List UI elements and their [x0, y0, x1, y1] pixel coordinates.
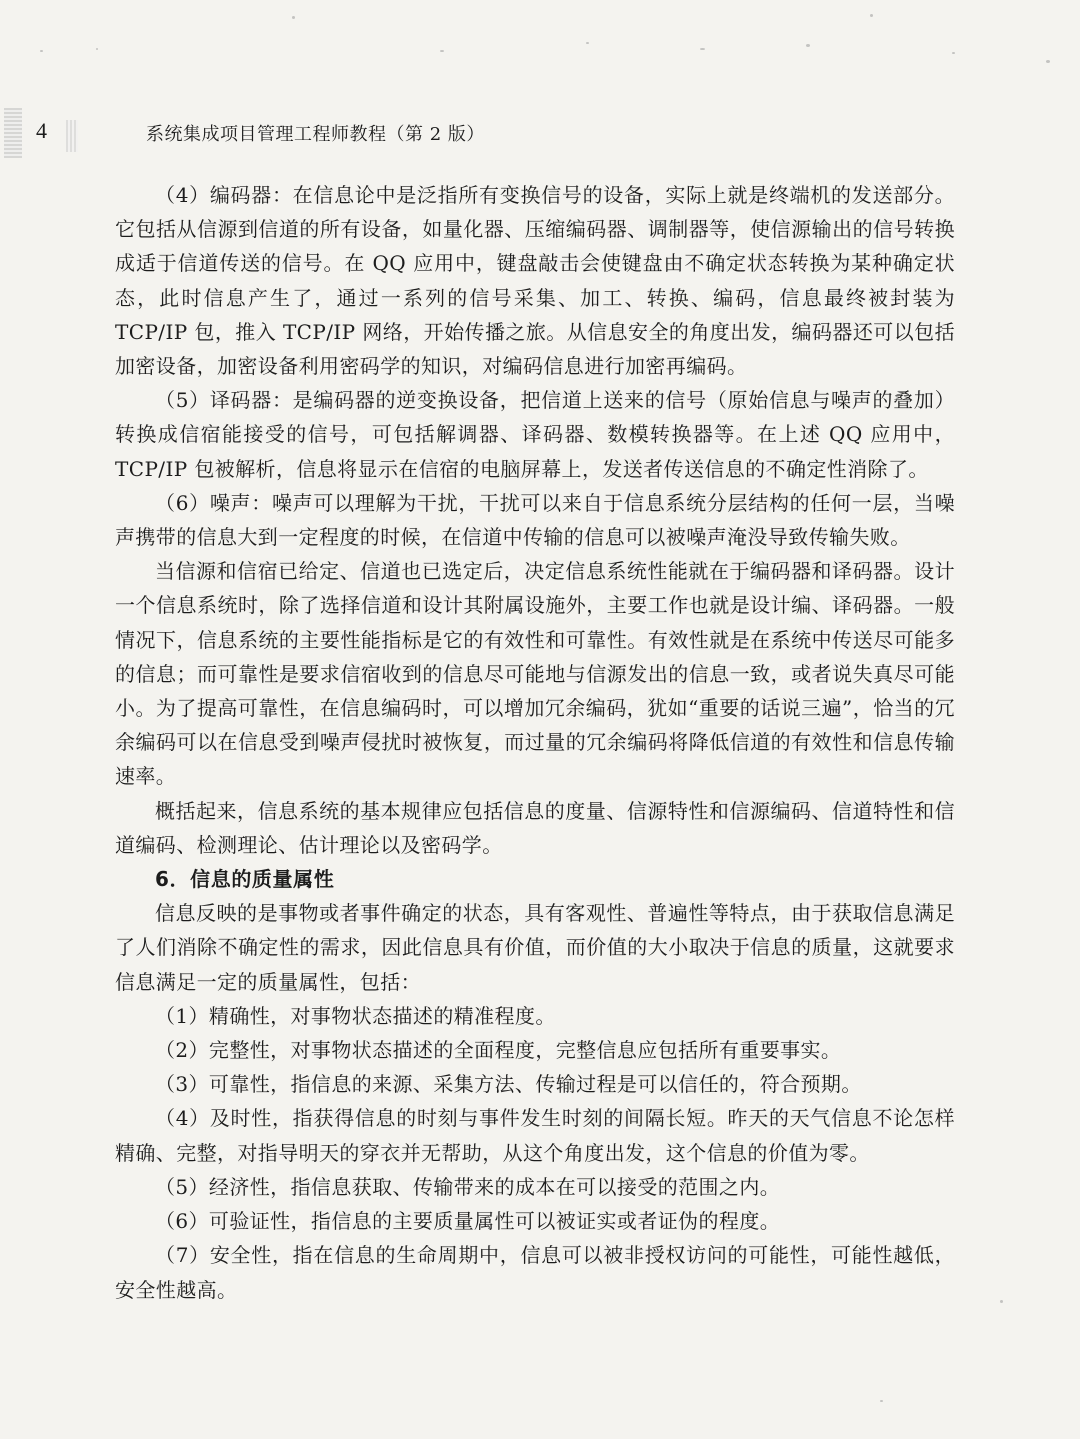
scan-speck: [806, 44, 810, 47]
list-item: （2）完整性，对事物状态描述的全面程度，完整信息应包括所有重要事实。: [155, 1038, 842, 1063]
scan-speck: [586, 42, 589, 44]
list-item: （5）经济性，指信息获取、传输带来的成本在可以接受的范围之内。: [155, 1174, 781, 1199]
scan-speck: [40, 50, 43, 52]
page-header: [0, 118, 1080, 148]
scan-speck: [870, 14, 873, 17]
paragraph-quality-intro: 信息反映的是事物或者事件确定的状态，具有客观性、普遍性等特点，由于获取信息满足了人们消除不确定性的需求，因此信息具有价值，而价值的大小取决于信息的质量，这就要求信息满足一定的质量属性，包括：: [115, 901, 955, 994]
list-item: （4）及时性，指获得信息的时刻与事件发生时刻的间隔长短。昨天的天气信息不论怎样精确、完整，对指导明天的穿衣并无帮助，从这个角度出发，这个信息的价值为零。: [115, 1106, 955, 1165]
list-item: （3）可靠性，指信息的来源、采集方法、传输过程是可以信任的，符合预期。: [155, 1072, 862, 1097]
scan-speck: [1046, 60, 1050, 63]
paragraph-encoder: （4）编码器：在信息论中是泛指所有变换信号的设备，实际上就是终端机的发送部分。它包括从信源到信道的所有设备，如量化器、压缩编码器、调制器等，使信源输出的信号转换成适于信道传送的信号。在 QQ 应用中，键盘敲击会使键盘由不确定状态转换为某种确定状态，此时信息产生了，通过一系列的信号采集、加工、转换、编码，信息最终被封装为 TCP/IP 包，推入 TCP/IP 网络，开始传播之旅。从信息安全的角度出发，编码器还可以包括加密设备，加密设备利用密码学的知识，对编码信息进行加密再编码。: [115, 183, 955, 379]
scan-speck: [700, 48, 705, 50]
scan-speck: [440, 50, 444, 52]
page-body: [115, 178, 955, 1307]
paragraph-summary: 概括起来，信息系统的基本规律应包括信息的度量、信源特性和信源编码、信道特性和信道编码、检测理论、估计理论以及密码学。: [115, 798, 955, 857]
paragraph-noise: （6）噪声：噪声可以理解为干扰，干扰可以来自于信息系统分层结构的任何一层，当噪声携带的信息大到一定程度的时候，在信道中传输的信息可以被噪声淹没导致传输失败。: [115, 490, 955, 550]
scan-speck: [952, 52, 955, 54]
running-title: 系统集成项目管理工程师教程（第 2 版）: [146, 124, 485, 145]
list-item: （1）精确性，对事物状态描述的精准程度。: [155, 1003, 556, 1028]
scan-speck: [880, 1400, 883, 1402]
scan-speck: [1000, 1300, 1003, 1303]
list-item: （6）可验证性，指信息的主要质量属性可以被证实或者证伪的程度。: [155, 1209, 781, 1234]
list-item: （7）安全性，指在信息的生命周期中，信息可以被非授权访问的可能性，可能性越低，安全性越高。: [115, 1243, 955, 1302]
paragraph-system-performance: 当信源和信宿已给定、信道也已选定后，决定信息系统性能就在于编码器和译码器。设计一个信息系统时，除了选择信道和设计其附属设施外，主要工作也就是设计编、译码器。一般情况下，信息系统的主要性能指标是它的有效性和可靠性。有效性就是在系统中传送尽可能多的信息；而可靠性是要求信宿收到的信息尽可能地与信源发出的信息一致，或者说失真尽可能小。为了提高可靠性，在信息编码时，可以增加冗余编码，犹如“重要的话说三遍”，恰当的冗余编码可以在信息受到噪声侵扰时被恢复，而过量的冗余编码将降低信道的有效性和信息传输速率。: [115, 559, 955, 789]
section-heading: 6．信息的质量属性: [155, 867, 335, 892]
scan-speck: [96, 48, 98, 50]
paragraph-decoder: （5）译码器：是编码器的逆变换设备，把信道上送来的信号（原始信息与噪声的叠加）转换成信宿能接受的信号，可包括解调器、译码器、数模转换器等。在上述 QQ 应用中，TCP/IP 包被解析，信息将显示在信宿的电脑屏幕上，发送者传送信息的不确定性消除了。: [115, 388, 955, 481]
scan-speck: [292, 16, 295, 19]
page-number: 4: [36, 118, 47, 143]
